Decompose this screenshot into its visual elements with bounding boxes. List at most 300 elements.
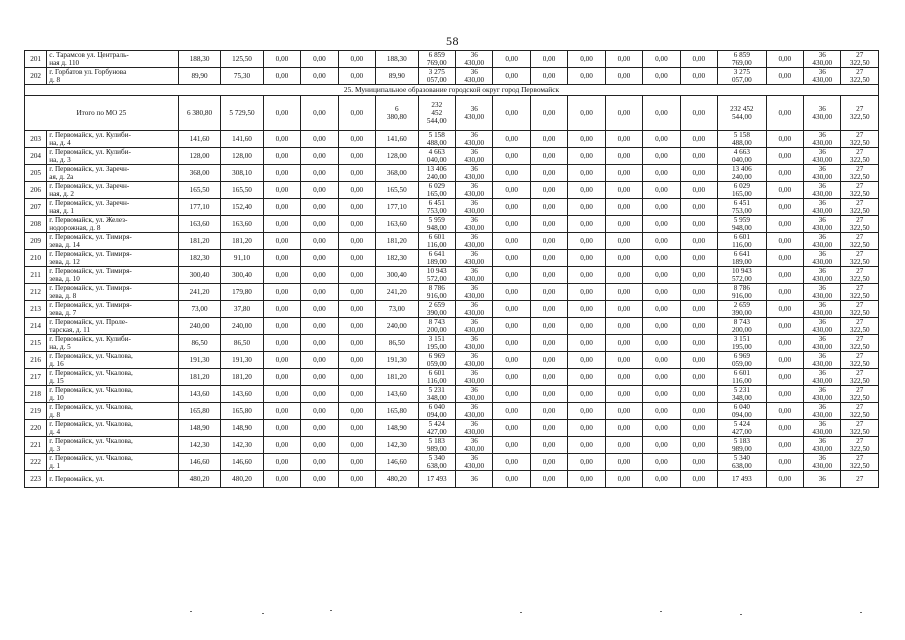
table-cell: 0,00 [493,301,530,318]
table-cell: 36 430,00 [455,267,492,284]
table-cell: 0,00 [301,267,338,284]
row-number-cell: 206 [25,182,47,199]
table-cell: 0,00 [301,216,338,233]
table-cell: 146,60 [221,454,263,471]
table-cell: 0,00 [301,420,338,437]
table-cell: 0,00 [568,318,605,335]
table-cell: 27 322,50 [841,437,879,454]
table-cell: 0,00 [338,352,375,369]
total-cell: 6 380,80 [178,96,220,131]
table-cell: 6 641 189,00 [718,250,767,267]
table-cell: 36 430,00 [455,335,492,352]
table-cell: 0,00 [680,335,717,352]
row-number-cell: 207 [25,199,47,216]
table-cell: 0,00 [643,131,680,148]
table-cell: 0,00 [605,182,642,199]
table-cell: 27 322,50 [841,352,879,369]
table-cell: 300,40 [221,267,263,284]
table-cell: 0,00 [643,51,680,68]
table-cell: 36 430,00 [455,131,492,148]
table-cell: 0,00 [338,182,375,199]
table-cell: 179,80 [221,284,263,301]
total-cell: 0,00 [530,96,567,131]
table-cell: 0,00 [605,267,642,284]
table-cell: 0,00 [680,148,717,165]
table-cell: 37,80 [221,301,263,318]
table-cell: 36 430,00 [804,216,841,233]
table-cell: 0,00 [643,182,680,199]
table-cell: 182,30 [376,250,418,267]
address-cell: г. Первомайск, ул. [47,471,179,488]
row-number-cell: 202 [25,68,47,85]
row-number-cell: 205 [25,165,47,182]
table-cell: 141,60 [178,131,220,148]
table-cell: 0,00 [568,471,605,488]
table-cell: 36 430,00 [804,182,841,199]
table-cell: 0,00 [530,131,567,148]
table-cell: 0,00 [643,216,680,233]
table-cell: 165,50 [376,182,418,199]
table-cell: 181,20 [376,233,418,250]
table-cell: 3 151 195,00 [418,335,455,352]
address-cell: г. Первомайск, ул. Тимиря- зева, д. 10 [47,267,179,284]
table-cell: 0,00 [568,454,605,471]
table-row [25,199,879,216]
table-cell: 0,00 [301,51,338,68]
table-cell: 0,00 [493,471,530,488]
row-number-cell: 222 [25,454,47,471]
table-cell: 0,00 [263,131,300,148]
table-cell: 163,60 [221,216,263,233]
table-cell: 0,00 [338,284,375,301]
table-cell: 0,00 [568,182,605,199]
table-cell: 36 430,00 [804,233,841,250]
table-cell: 0,00 [301,301,338,318]
table-cell: 0,00 [493,352,530,369]
table-cell: 0,00 [568,199,605,216]
table-cell: 73,00 [376,301,418,318]
scan-speck [190,611,192,612]
table-cell: 0,00 [766,420,803,437]
table-cell: 0,00 [643,420,680,437]
table-cell: 0,00 [263,403,300,420]
row-number-cell: 214 [25,318,47,335]
table-cell: 36 430,00 [455,318,492,335]
table-cell: 181,20 [178,369,220,386]
table-cell: 6 969 059,00 [718,352,767,369]
table-cell: 0,00 [338,250,375,267]
row-number-cell: 210 [25,250,47,267]
table-cell: 0,00 [263,369,300,386]
row-number-cell: 203 [25,131,47,148]
table-row [25,216,879,233]
table-cell: 27 322,50 [841,68,879,85]
row-number-cell: 220 [25,420,47,437]
total-row [25,96,879,131]
table-cell: 0,00 [605,301,642,318]
table-cell: 0,00 [530,301,567,318]
table-cell: 0,00 [263,182,300,199]
table-cell: 0,00 [766,284,803,301]
table-cell: 0,00 [338,420,375,437]
table-cell: 36 430,00 [455,216,492,233]
table-cell: 0,00 [263,216,300,233]
table-cell: 0,00 [338,233,375,250]
scan-speck [740,614,742,615]
table-cell: 0,00 [605,454,642,471]
table-cell: 240,00 [376,318,418,335]
row-number-cell: 211 [25,267,47,284]
row-number-cell: 201 [25,51,47,68]
table-cell: 0,00 [643,68,680,85]
table-cell: 0,00 [493,233,530,250]
address-cell: г. Первомайск, ул. Чкалова, д. 15 [47,369,179,386]
table-cell: 27 322,50 [841,216,879,233]
table-cell: 0,00 [263,437,300,454]
table-cell: 36 430,00 [455,454,492,471]
table-cell: 0,00 [680,352,717,369]
table-cell: 0,00 [530,165,567,182]
table-cell: 3 151 195,00 [718,335,767,352]
row-number-cell: 216 [25,352,47,369]
table-cell: 5 231 348,00 [418,386,455,403]
address-cell: г. Первомайск, ул. Чкалова, д. 3 [47,437,179,454]
table-cell: 0,00 [301,437,338,454]
table-cell: 0,00 [568,420,605,437]
table-cell: 27 322,50 [841,199,879,216]
table-cell: 0,00 [338,437,375,454]
table-cell: 0,00 [493,403,530,420]
table-cell: 0,00 [766,250,803,267]
table-cell: 36 430,00 [804,369,841,386]
table-cell: 0,00 [263,284,300,301]
table-cell: 0,00 [263,335,300,352]
table-cell: 8 743 200,00 [718,318,767,335]
table-cell: 0,00 [338,369,375,386]
table-cell: 6 601 116,00 [718,369,767,386]
table-row [25,369,879,386]
table-cell: 0,00 [605,233,642,250]
table-cell: 8 786 916,00 [718,284,767,301]
table-cell: 6 601 116,00 [718,233,767,250]
table-cell: 0,00 [680,437,717,454]
table-cell: 27 322,50 [841,301,879,318]
table-cell: 148,90 [376,420,418,437]
address-cell: г. Первомайск, ул. Чкалова, д. 10 [47,386,179,403]
table-cell: 191,30 [178,352,220,369]
table-cell: 36 430,00 [804,454,841,471]
table-cell: 0,00 [338,386,375,403]
table-cell: 0,00 [301,250,338,267]
table-cell: 5 959 948,00 [718,216,767,233]
table-cell: 0,00 [568,250,605,267]
address-cell: г. Первомайск, ул. Кулиби- на, д. 3 [47,148,179,165]
table-cell: 0,00 [530,352,567,369]
table-cell: 2 659 390,00 [418,301,455,318]
scan-speck [860,612,862,613]
table-cell: 0,00 [301,165,338,182]
table-cell: 0,00 [301,471,338,488]
table-cell: 36 430,00 [455,148,492,165]
table-cell: 27 [841,471,879,488]
table-cell: 36 430,00 [804,420,841,437]
table-cell: 0,00 [605,471,642,488]
table-cell: 165,50 [221,182,263,199]
table-cell: 0,00 [568,131,605,148]
table-cell: 0,00 [766,68,803,85]
table-row [25,471,879,488]
table-row [25,437,879,454]
table-cell: 36 430,00 [455,369,492,386]
table-cell: 0,00 [263,318,300,335]
table-cell: 0,00 [643,335,680,352]
table-cell: 0,00 [493,68,530,85]
table-cell: 36 430,00 [455,51,492,68]
table-cell: 5 231 348,00 [718,386,767,403]
table-cell: 0,00 [766,403,803,420]
table-cell: 0,00 [766,318,803,335]
table-cell: 36 430,00 [804,131,841,148]
table-cell: 36 430,00 [804,301,841,318]
table-cell: 27 322,50 [841,267,879,284]
table-cell: 0,00 [766,267,803,284]
table-cell: 0,00 [530,51,567,68]
table-cell: 36 430,00 [455,437,492,454]
table-cell: 0,00 [605,403,642,420]
table-cell: 0,00 [301,369,338,386]
row-number-cell: 209 [25,233,47,250]
table-cell: 0,00 [338,199,375,216]
table-cell: 36 430,00 [804,403,841,420]
table-cell: 148,90 [178,420,220,437]
table-cell: 0,00 [263,352,300,369]
address-cell: г. Первомайск, ул. Чкалова, д. 8 [47,403,179,420]
table-cell: 0,00 [568,369,605,386]
table-cell: 181,20 [221,233,263,250]
table-cell: 142,30 [376,437,418,454]
table-cell: 0,00 [568,437,605,454]
table-cell: 36 430,00 [804,51,841,68]
table-cell: 0,00 [643,471,680,488]
table-cell: 0,00 [643,148,680,165]
table-cell: 0,00 [605,335,642,352]
total-cell: 36 430,00 [804,96,841,131]
table-cell: 142,30 [221,437,263,454]
table-cell: 191,30 [376,352,418,369]
table-cell: 0,00 [766,216,803,233]
table-cell: 0,00 [568,233,605,250]
table-cell: 165,80 [376,403,418,420]
table-cell: 36 430,00 [455,250,492,267]
table-row [25,131,879,148]
section-block [25,85,879,131]
table-cell: 36 430,00 [804,267,841,284]
table-cell: 0,00 [338,301,375,318]
scan-speck [660,611,662,612]
table-cell: 86,50 [221,335,263,352]
table-cell: 5 340 638,00 [418,454,455,471]
table-cell: 0,00 [530,437,567,454]
total-cell: 0,00 [493,96,530,131]
table-cell: 0,00 [643,199,680,216]
table-cell: 6 451 753,00 [418,199,455,216]
row-number-cell: 215 [25,335,47,352]
address-cell: г. Первомайск, ул. Чкалова, д. 16 [47,352,179,369]
table-cell: 0,00 [493,369,530,386]
table-cell: 0,00 [643,352,680,369]
table-cell: 0,00 [338,471,375,488]
table-cell: 27 322,50 [841,420,879,437]
table-cell: 0,00 [766,131,803,148]
table-cell: 146,60 [178,454,220,471]
table-cell: 0,00 [263,199,300,216]
table-cell: 36 430,00 [804,165,841,182]
table-cell: 188,30 [178,51,220,68]
address-cell: г. Первомайск, ул. Кулиби- на, д. 5 [47,335,179,352]
table-cell: 0,00 [766,301,803,318]
table-cell: 6 601 116,00 [418,369,455,386]
table-cell: 86,50 [178,335,220,352]
total-cell: 5 729,50 [221,96,263,131]
table-cell: 36 430,00 [455,403,492,420]
table-cell: 0,00 [605,68,642,85]
table-cell: 0,00 [493,51,530,68]
table-cell: 27 322,50 [841,182,879,199]
table-cell: 5 183 989,00 [418,437,455,454]
table-cell: 0,00 [605,216,642,233]
total-cell: 0,00 [605,96,642,131]
table-cell: 0,00 [530,182,567,199]
address-cell: с. Тарамсов ул. Централь- ная д. 110 [47,51,179,68]
table-cell: 27 322,50 [841,165,879,182]
table-cell: 0,00 [568,267,605,284]
table-cell: 0,00 [605,148,642,165]
table-cell: 0,00 [301,68,338,85]
table-cell: 0,00 [680,420,717,437]
table-cell: 0,00 [338,148,375,165]
table-cell: 36 430,00 [455,284,492,301]
table-cell: 0,00 [766,148,803,165]
table-cell: 300,40 [178,267,220,284]
total-cell: 0,00 [338,96,375,131]
table-cell: 27 322,50 [841,250,879,267]
table-row [25,182,879,199]
table-cell: 0,00 [530,386,567,403]
table-cell: 0,00 [301,284,338,301]
address-cell: г. Первомайск, ул. Заречн- ая, д. 2а [47,165,179,182]
table-cell: 368,00 [376,165,418,182]
total-cell: 0,00 [766,96,803,131]
table-cell: 165,80 [178,403,220,420]
table-cell: 91,10 [221,250,263,267]
table-cell: 0,00 [766,352,803,369]
table-cell: 0,00 [643,267,680,284]
table-cell: 0,00 [493,386,530,403]
table-cell: 0,00 [568,68,605,85]
table-cell: 300,40 [376,267,418,284]
table-cell: 0,00 [605,386,642,403]
table-cell: 36 430,00 [455,68,492,85]
table-cell: 128,00 [221,148,263,165]
table-cell: 5 340 638,00 [718,454,767,471]
table-cell: 17 493 [718,471,767,488]
table-cell: 0,00 [263,301,300,318]
row-number-cell: 217 [25,369,47,386]
address-cell: г. Первомайск, ул. Тимиря- зева, д. 7 [47,301,179,318]
table-cell: 0,00 [530,216,567,233]
table-cell: 0,00 [301,131,338,148]
table-cell: 0,00 [530,403,567,420]
table-cell: 0,00 [338,51,375,68]
table-cell: 163,60 [376,216,418,233]
table-cell: 0,00 [263,233,300,250]
table-cell: 0,00 [338,335,375,352]
table-cell: 6 040 094,00 [418,403,455,420]
address-cell: г. Первомайск, ул. Чкалова, д. 4 [47,420,179,437]
table-cell: 27 322,50 [841,386,879,403]
table-cell: 0,00 [493,454,530,471]
table-cell: 0,00 [766,165,803,182]
table-cell: 0,00 [605,318,642,335]
table-cell: 5 959 948,00 [418,216,455,233]
table-cell: 89,90 [376,68,418,85]
table-cell: 0,00 [493,335,530,352]
table-cell: 8 743 200,00 [418,318,455,335]
table-cell: 0,00 [530,148,567,165]
table-cell: 27 322,50 [841,318,879,335]
table-cell: 0,00 [605,51,642,68]
table-cell: 0,00 [766,182,803,199]
table-cell: 0,00 [301,148,338,165]
table-cell: 0,00 [680,131,717,148]
address-cell: г. Первомайск, ул. Заречн- ная, д. 2 [47,182,179,199]
table-cell: 308,10 [221,165,263,182]
table-cell: 0,00 [605,165,642,182]
address-cell: г. Первомайск, ул. Тимиря- зева, д. 8 [47,284,179,301]
table-cell: 0,00 [301,182,338,199]
table-cell: 10 943 572,00 [418,267,455,284]
table-row [25,335,879,352]
table-cell: 0,00 [530,284,567,301]
table-cell: 0,00 [530,267,567,284]
table-cell: 0,00 [338,267,375,284]
table-cell: 0,00 [605,131,642,148]
table-cell: 480,20 [221,471,263,488]
table-cell: 6 601 116,00 [418,233,455,250]
table-cell: 0,00 [338,68,375,85]
table-cell: 27 322,50 [841,369,879,386]
table-cell: 89,90 [178,68,220,85]
table-cell: 0,00 [493,437,530,454]
table-cell: 368,00 [178,165,220,182]
table-cell: 0,00 [338,131,375,148]
table-cell: 0,00 [605,437,642,454]
table-cell: 0,00 [680,68,717,85]
table-cell: 0,00 [643,437,680,454]
table-cell: 0,00 [643,284,680,301]
table-cell: 0,00 [680,182,717,199]
total-cell: 36 430,00 [455,96,492,131]
table-cell: 0,00 [680,233,717,250]
table-row [25,454,879,471]
table-cell: 0,00 [263,267,300,284]
table-cell: 0,00 [568,352,605,369]
table-cell: 0,00 [301,403,338,420]
table-cell: 5 158 488,00 [718,131,767,148]
row-number-cell: 208 [25,216,47,233]
scan-speck [330,610,332,611]
table-cell: 480,20 [376,471,418,488]
